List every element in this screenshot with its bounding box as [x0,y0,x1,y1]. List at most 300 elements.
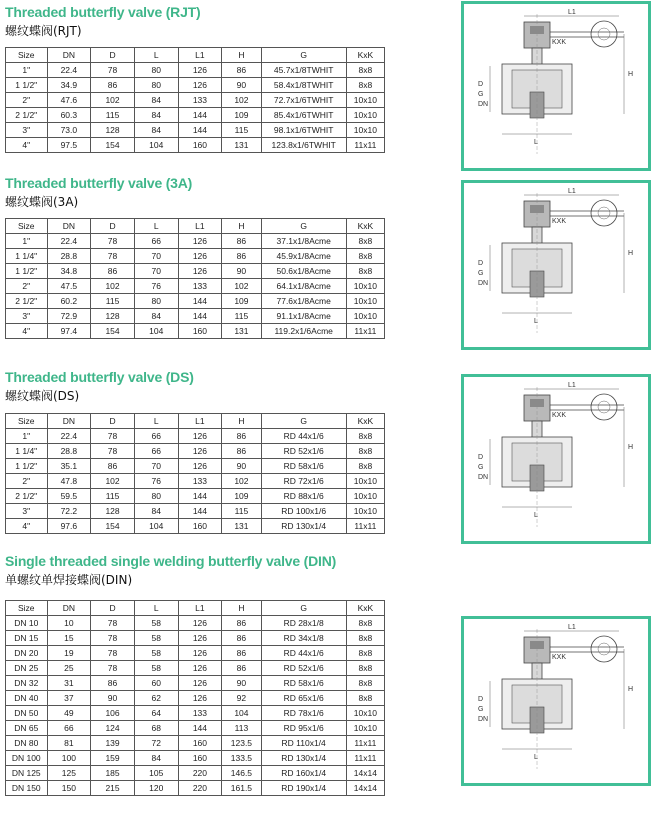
table-cell: 133.5 [222,751,261,766]
table-cell: 126 [178,444,222,459]
table-cell: 10x10 [346,279,384,294]
table-cell: 86 [222,616,261,631]
table-cell: 90 [222,264,261,279]
table-cell: RD 78x1/6 [261,706,346,721]
table-cell: 86 [222,646,261,661]
table-cell: 8x8 [346,661,384,676]
section-subtitle: 螺纹蝶阀(DS) [5,389,80,403]
table-cell: 64 [134,706,178,721]
table-cell: 144 [178,108,222,123]
table-cell: 86 [222,249,261,264]
table-cell: 72 [134,736,178,751]
table-cell: 109 [222,489,261,504]
dim-h-label: H [628,250,634,257]
table-row [6,309,385,324]
table-cell: 34.8 [47,264,91,279]
column-header: D [91,219,135,234]
table-cell: 8x8 [346,616,384,631]
table-cell: RD 58x1/6 [261,676,346,691]
table-cell: 70 [134,459,178,474]
table-cell: 66 [47,721,91,736]
column-header: KxK [346,601,384,616]
dim-kxk-label: KXK [552,654,567,661]
table-cell: 104 [134,519,178,534]
table-cell: 8x8 [346,249,384,264]
table-cell: 10x10 [346,108,384,123]
table-cell: 84 [134,309,178,324]
table-row [6,249,385,264]
table-cell: 154 [91,519,135,534]
table-cell: 73.0 [47,123,91,138]
table-cell: 98.1x1/6TWHIT [261,123,346,138]
table-row [6,691,385,706]
table-header-row [6,414,385,429]
section-subtitle: 螺纹蝶阀(RJT) [5,24,82,38]
table-cell: 160 [178,519,222,534]
table-cell: 131 [222,519,261,534]
table-cell: 77.6x1/8Acme [261,294,346,309]
table-row [6,279,385,294]
table-cell: 58 [134,616,178,631]
table-cell: DN 50 [6,706,48,721]
table-cell: RD 72x1/6 [261,474,346,489]
table-cell: 62 [134,691,178,706]
table-row [6,138,385,153]
table-cell: 128 [91,504,135,519]
table-cell: 102 [91,474,135,489]
table-row [6,676,385,691]
table-row [6,751,385,766]
table-cell: 22.4 [47,234,91,249]
table-cell: 102 [91,279,135,294]
table-row [6,93,385,108]
table-cell: 150 [47,781,91,796]
table-cell: 58 [134,646,178,661]
table-cell: 133 [178,279,222,294]
table-row [6,123,385,138]
table-cell: 11x11 [346,751,384,766]
table-cell: 220 [178,781,222,796]
dim-l-label: L [534,139,538,146]
spec-table [5,218,385,339]
handle-wheel-hub [598,207,610,219]
table-cell: 59.5 [47,489,91,504]
handle-wheel [591,394,617,420]
table-cell: 70 [134,264,178,279]
table-cell: 133 [178,474,222,489]
table-cell: 104 [222,706,261,721]
table-cell: 8x8 [346,459,384,474]
table-cell: 126 [178,631,222,646]
table-cell: 8x8 [346,78,384,93]
table-cell: 139 [91,736,135,751]
table-cell: 4" [6,138,48,153]
table-header-row [6,601,385,616]
table-cell: 126 [178,249,222,264]
section-subtitle: 单螺纹单焊接蝶阀(DIN) [5,573,133,587]
table-cell: 90 [222,459,261,474]
table-cell: 131 [222,324,261,339]
table-row [6,489,385,504]
table-cell: 78 [91,234,135,249]
column-header: Size [6,414,48,429]
table-cell: 86 [91,264,135,279]
table-cell: 1" [6,234,48,249]
dim-g-label: G [478,464,484,471]
section-subtitle: 螺纹蝶阀(3A) [5,195,79,209]
table-cell: 126 [178,661,222,676]
table-row [6,721,385,736]
table-cell: 115 [222,309,261,324]
table-cell: DN 40 [6,691,48,706]
table-cell: 90 [222,676,261,691]
dim-h-label: H [628,444,634,451]
dim-l-label: L [534,754,538,761]
table-cell: 144 [178,504,222,519]
table-row [6,706,385,721]
table-cell: 60.2 [47,294,91,309]
dim-dn-label: DN [478,474,489,481]
table-cell: 144 [178,123,222,138]
table-cell: 3" [6,123,48,138]
table-cell: 10x10 [346,93,384,108]
table-header-row [6,219,385,234]
table-cell: 10x10 [346,504,384,519]
dim-l1-label: L1 [568,188,576,195]
table-cell: 131 [222,138,261,153]
table-cell: 144 [178,294,222,309]
dim-g-label: G [478,270,484,277]
table-cell: 154 [91,324,135,339]
dim-d-label: D [478,81,484,88]
column-header: D [91,48,135,63]
table-cell: 78 [91,63,135,78]
table-row [6,108,385,123]
table-cell: 125 [47,766,91,781]
table-cell: 19 [47,646,91,661]
table-cell: 45.7x1/8TWHIT [261,63,346,78]
table-cell: 1 1/4" [6,249,48,264]
table-cell: 90 [91,691,135,706]
table-row [6,781,385,796]
table-cell: 11x11 [346,736,384,751]
table-row [6,504,385,519]
handle-wheel-hub [598,643,610,655]
table-cell: 128 [91,309,135,324]
table-cell: 8x8 [346,444,384,459]
table-cell: 10x10 [346,474,384,489]
column-header: L1 [178,414,222,429]
table-cell: 10x10 [346,489,384,504]
table-cell: 126 [178,676,222,691]
table-cell: 115 [222,123,261,138]
table-cell: 60.3 [47,108,91,123]
table-cell: 10x10 [346,706,384,721]
table-cell: 86 [222,429,261,444]
table-cell: 72.7x1/6TWHIT [261,93,346,108]
table-cell: 104 [134,324,178,339]
valve-diagram [464,619,648,783]
table-cell: 58 [134,661,178,676]
table-cell: 2" [6,474,48,489]
handle-wheel-hub [598,28,610,40]
column-header: H [222,219,261,234]
column-header: H [222,414,261,429]
table-cell: 3" [6,309,48,324]
column-header: KxK [346,219,384,234]
table-cell: 86 [91,676,135,691]
table-cell: DN 10 [6,616,48,631]
table-cell: 1 1/2" [6,459,48,474]
dim-dn-label: DN [478,280,489,287]
table-cell: 144 [178,489,222,504]
table-cell: 84 [134,123,178,138]
table-cell: 8x8 [346,63,384,78]
table-cell: 78 [91,631,135,646]
valve-drawing-rjt [461,1,651,171]
table-row [6,766,385,781]
table-cell: 126 [178,63,222,78]
table-row [6,646,385,661]
table-cell: 8x8 [346,234,384,249]
table-cell: 185 [91,766,135,781]
valve-drawing-din [461,616,651,786]
table-cell: 220 [178,766,222,781]
table-cell: RD 130x1/4 [261,519,346,534]
dim-l1-label: L1 [568,9,576,16]
column-header: G [261,414,346,429]
column-header: L [134,48,178,63]
table-row [6,519,385,534]
table-cell: 3" [6,504,48,519]
table-cell: 11x11 [346,324,384,339]
valve-diagram [464,4,648,168]
dim-kxk-label: KXK [552,218,567,225]
table-cell: 86 [222,63,261,78]
table-cell: 78 [91,249,135,264]
column-header: L [134,414,178,429]
column-header: DN [47,219,91,234]
table-cell: 84 [134,93,178,108]
table-row [6,474,385,489]
table-cell: 81 [47,736,91,751]
column-header: G [261,219,346,234]
table-cell: 86 [222,234,261,249]
table-cell: RD 190x1/4 [261,781,346,796]
table-cell: 104 [134,138,178,153]
column-header: L [134,219,178,234]
table-cell: 105 [134,766,178,781]
table-cell: 126 [178,429,222,444]
dim-d-label: D [478,454,484,461]
table-cell: 123.5 [222,736,261,751]
table-cell: 84 [134,751,178,766]
table-cell: 68 [134,721,178,736]
table-cell: 86 [222,661,261,676]
table-cell: 115 [91,108,135,123]
table-cell: 126 [178,78,222,93]
column-header: L [134,601,178,616]
table-cell: 86 [222,444,261,459]
table-cell: RD 44x1/6 [261,646,346,661]
table-cell: DN 80 [6,736,48,751]
spec-table [5,413,385,534]
table-cell: RD 52x1/6 [261,444,346,459]
table-row [6,616,385,631]
table-cell: RD 160x1/4 [261,766,346,781]
table-cell: 126 [178,616,222,631]
dim-l1-label: L1 [568,624,576,631]
handle-wheel-hub [598,401,610,413]
table-cell: RD 110x1/4 [261,736,346,751]
table-cell: 102 [222,93,261,108]
column-header: Size [6,48,48,63]
table-cell: 119.2x1/6Acme [261,324,346,339]
table-cell: 124 [91,721,135,736]
dim-kxk-label: KXK [552,412,567,419]
table-cell: 85.4x1/6TWHIT [261,108,346,123]
table-cell: 8x8 [346,676,384,691]
table-row [6,78,385,93]
table-cell: 86 [222,631,261,646]
table-cell: 76 [134,279,178,294]
table-cell: 115 [91,489,135,504]
section-title: Threaded butterfly valve (DS) [5,369,194,385]
table-cell: 11x11 [346,519,384,534]
table-cell: 144 [178,721,222,736]
table-cell: 8x8 [346,631,384,646]
table-row [6,661,385,676]
dim-g-label: G [478,706,484,713]
table-cell: DN 125 [6,766,48,781]
handle-wheel [591,200,617,226]
table-cell: 28.8 [47,249,91,264]
table-cell: 2" [6,93,48,108]
table-cell: 70 [134,249,178,264]
column-header: L1 [178,219,222,234]
table-cell: 8x8 [346,429,384,444]
table-cell: 160 [178,138,222,153]
table-cell: RD 28x1/8 [261,616,346,631]
table-cell: 128 [91,123,135,138]
table-cell: 1 1/4" [6,444,48,459]
valve-diagram [464,183,648,347]
section-title: Threaded butterfly valve (3A) [5,175,193,191]
table-cell: 90 [222,78,261,93]
column-header: G [261,601,346,616]
table-cell: 58 [134,631,178,646]
table-cell: 126 [178,691,222,706]
table-cell: DN 20 [6,646,48,661]
table-row [6,429,385,444]
table-cell: RD 95x1/6 [261,721,346,736]
table-header-row [6,48,385,63]
table-cell: 78 [91,429,135,444]
table-cell: 47.5 [47,279,91,294]
dim-l1-label: L1 [568,382,576,389]
table-cell: DN 32 [6,676,48,691]
table-cell: 25 [47,661,91,676]
column-header: L1 [178,48,222,63]
table-cell: 4" [6,519,48,534]
table-cell: 78 [91,444,135,459]
table-cell: 154 [91,138,135,153]
dim-l-label: L [534,318,538,325]
table-cell: 144 [178,309,222,324]
table-cell: 78 [91,646,135,661]
column-header: D [91,414,135,429]
dim-h-label: H [628,71,634,78]
table-cell: 2" [6,279,48,294]
table-cell: 100 [47,751,91,766]
valve-drawing-ds [461,374,651,544]
table-cell: 120 [134,781,178,796]
column-header: H [222,48,261,63]
table-cell: 4" [6,324,48,339]
table-cell: 76 [134,474,178,489]
column-header: DN [47,48,91,63]
valve-diagram [464,377,648,541]
spec-table [5,47,385,153]
table-cell: 215 [91,781,135,796]
table-row [6,459,385,474]
table-cell: 50.6x1/8Acme [261,264,346,279]
table-cell: 31 [47,676,91,691]
table-cell: 66 [134,444,178,459]
table-cell: 22.4 [47,429,91,444]
handle-wheel [591,21,617,47]
table-cell: 28.8 [47,444,91,459]
table-cell: 146.5 [222,766,261,781]
column-header: D [91,601,135,616]
table-cell: 109 [222,294,261,309]
table-cell: 160 [178,324,222,339]
table-cell: DN 100 [6,751,48,766]
table-row [6,444,385,459]
table-cell: 80 [134,78,178,93]
dim-d-label: D [478,696,484,703]
table-cell: 97.4 [47,324,91,339]
dim-dn-label: DN [478,716,489,723]
table-cell: 34.9 [47,78,91,93]
table-cell: 133 [178,706,222,721]
table-cell: 10 [47,616,91,631]
table-cell: 80 [134,63,178,78]
table-cell: 8x8 [346,691,384,706]
table-cell: 126 [178,459,222,474]
table-cell: 37.1x1/8Acme [261,234,346,249]
table-cell: 115 [222,504,261,519]
table-cell: 133 [178,93,222,108]
table-cell: 10x10 [346,294,384,309]
table-cell: 66 [134,429,178,444]
spec-table [5,600,385,796]
column-header: KxK [346,414,384,429]
table-cell: 78 [91,616,135,631]
dim-l-label: L [534,512,538,519]
table-row [6,294,385,309]
table-cell: 8x8 [346,264,384,279]
table-row [6,631,385,646]
table-cell: DN 150 [6,781,48,796]
table-cell: DN 15 [6,631,48,646]
table-cell: 102 [222,474,261,489]
table-cell: 14x14 [346,766,384,781]
table-cell: 11x11 [346,138,384,153]
table-cell: 102 [91,93,135,108]
table-cell: 126 [178,646,222,661]
dim-h-label: H [628,686,634,693]
